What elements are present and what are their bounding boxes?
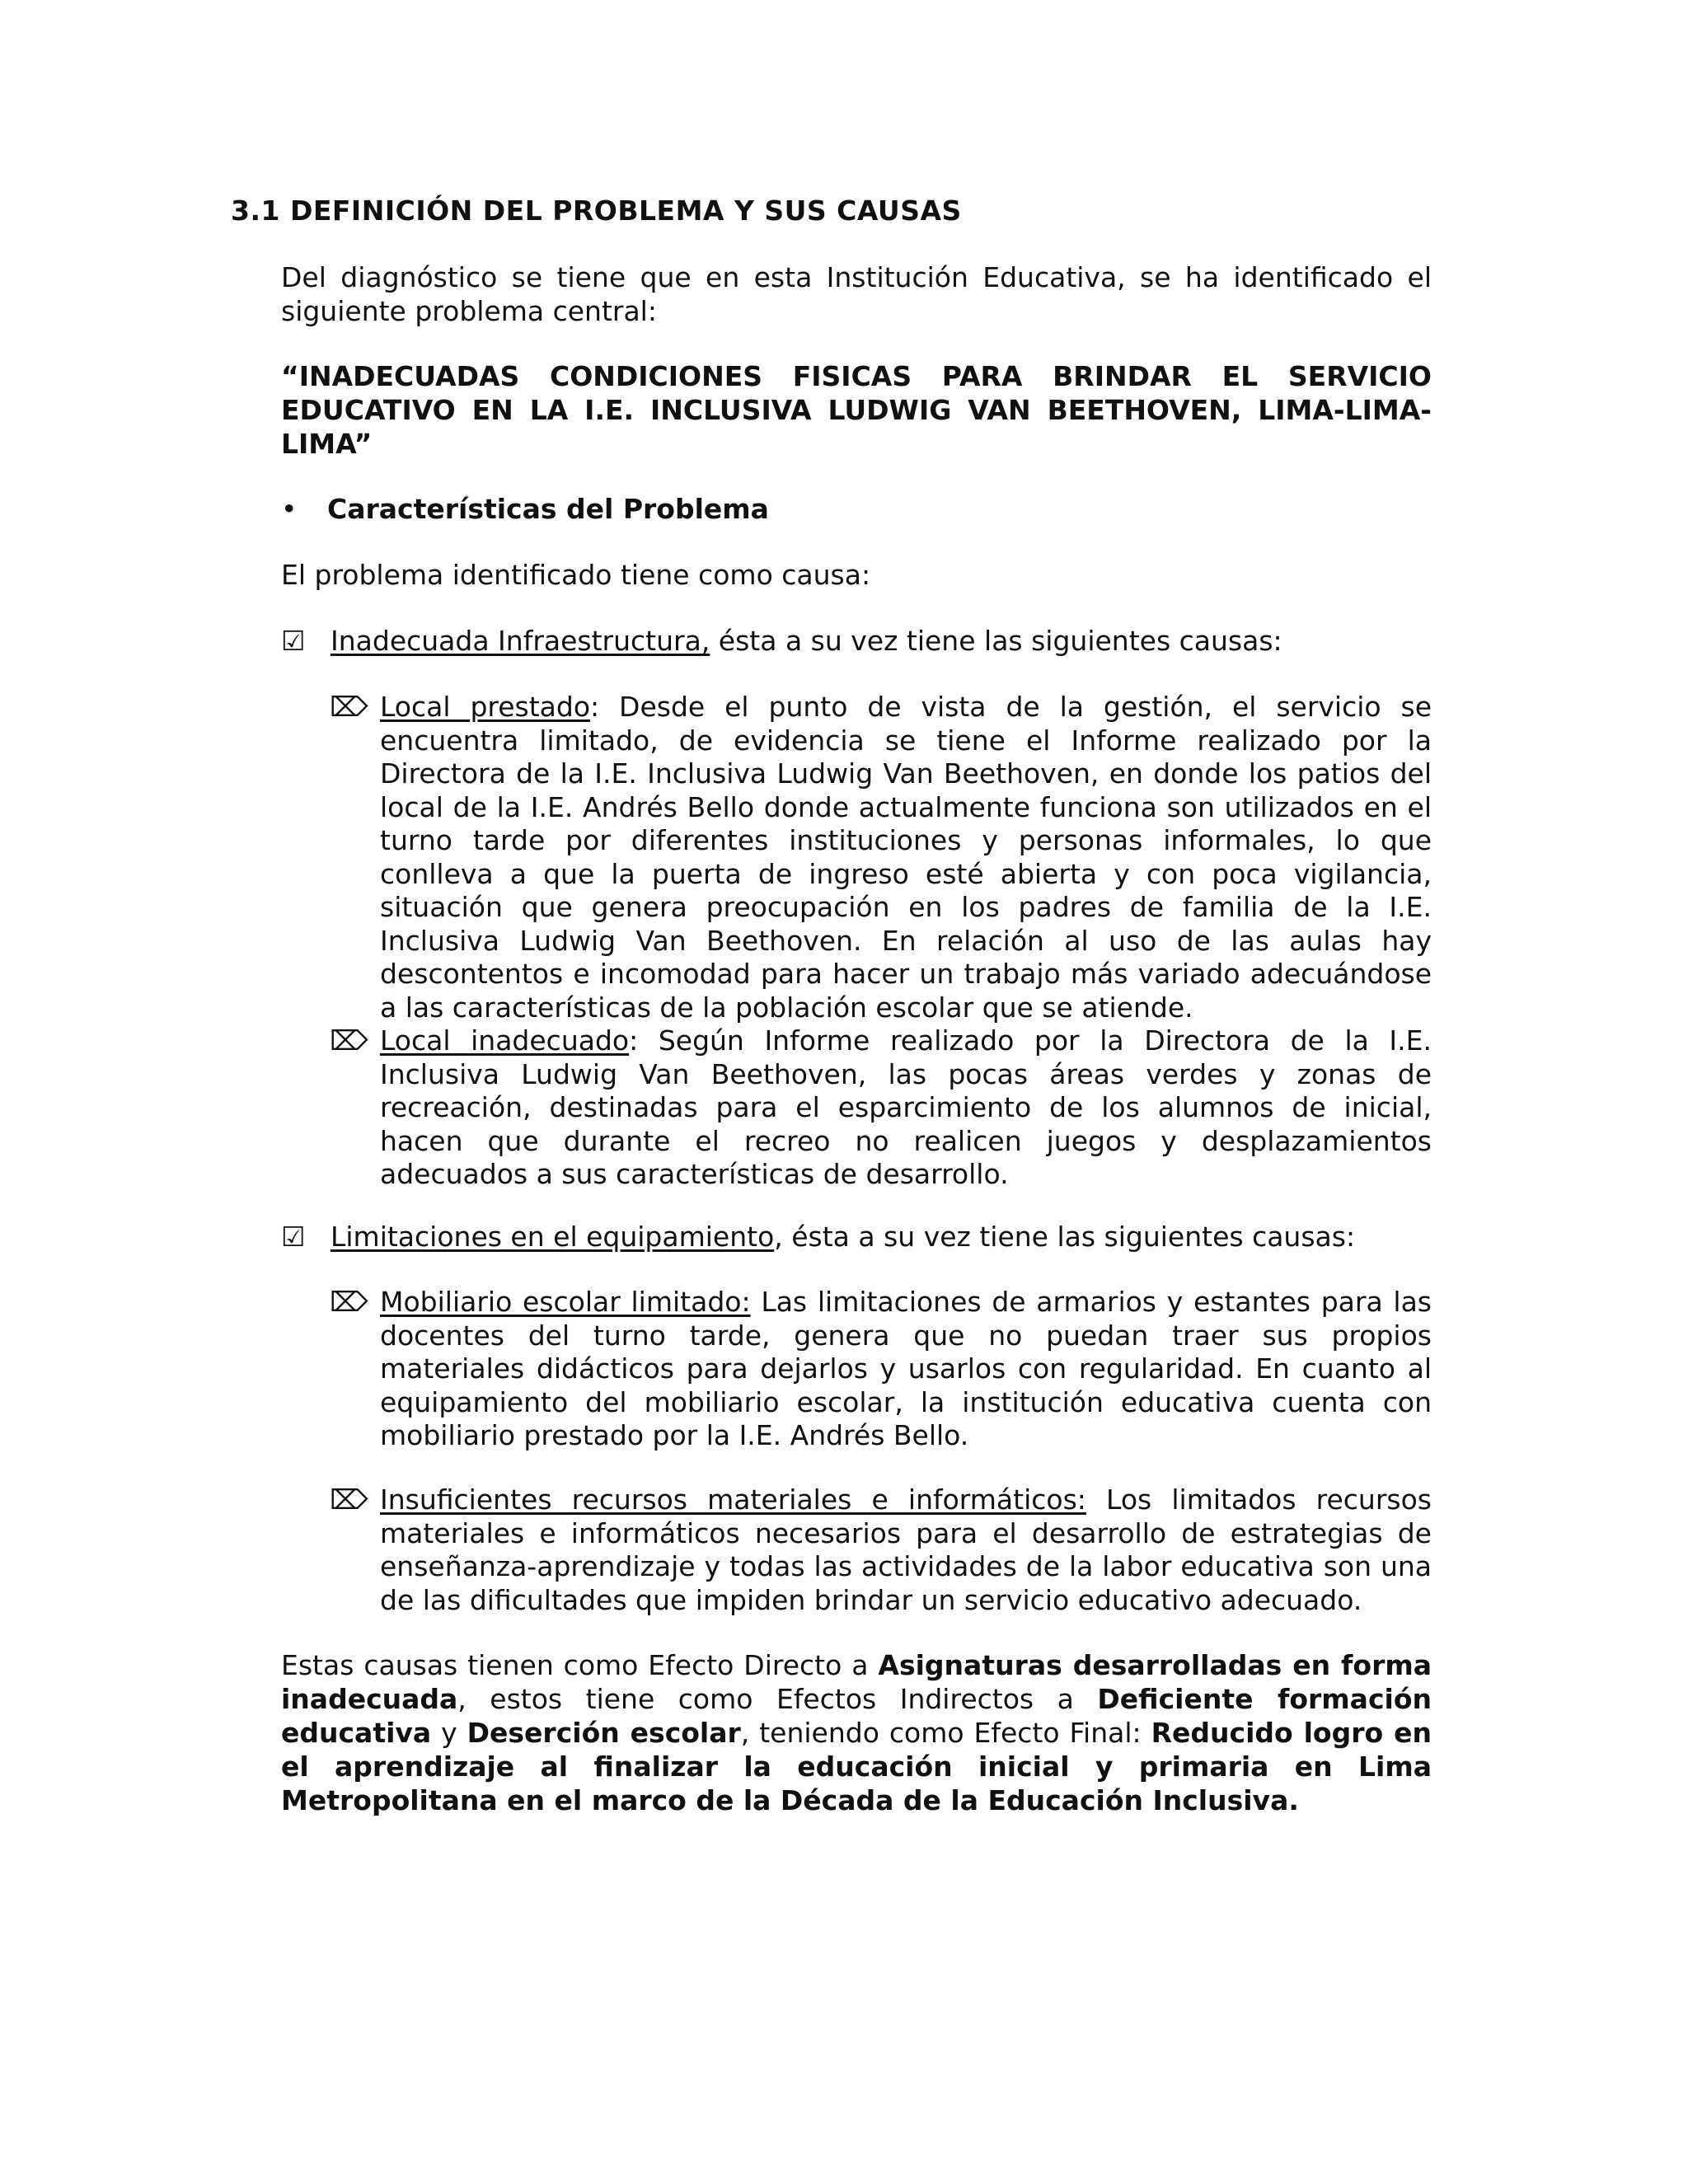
problem-statement: “INADECUADAS CONDICIONES FISICAS PARA BRINDAR EL SERVICIO EDUCATIVO EN LA I.E. INCLUSIVA LUDWIG VAN BEETHOVEN, LIMA-LIMA-LIMA” bbox=[281, 360, 1432, 460]
erase-arrow-icon: ⌦ bbox=[330, 691, 368, 723]
final-effect: Reducido logro en el aprendizaje al finalizar la educación inicial y primaria en Lima Metropolitana en el marco de la Década de la Educación Inclusiva bbox=[281, 1717, 1432, 1816]
cause-rest: ésta a su vez tiene las siguientes causas: bbox=[710, 625, 1282, 657]
checkbox-checked-icon: ☑ bbox=[281, 1221, 306, 1253]
intro-paragraph: Del diagnóstico se tiene que en esta Institución Educativa, se ha identificado el siguiente problema central: bbox=[281, 261, 1432, 327]
effects-text: , teniendo como Efecto Final: bbox=[740, 1717, 1151, 1749]
cause-text bbox=[331, 624, 1282, 658]
checkbox-checked-icon: ☑ bbox=[281, 625, 306, 657]
cause-title: Limitaciones en el equipamiento bbox=[331, 1221, 775, 1253]
erase-arrow-icon: ⌦ bbox=[330, 1286, 368, 1318]
effects-paragraph bbox=[281, 1648, 1432, 1817]
subcause-text bbox=[380, 1483, 1432, 1617]
effects-text: , estos tiene como Efectos Indirectos a bbox=[457, 1683, 1098, 1715]
bullet-dot-icon: • bbox=[281, 493, 298, 525]
indirect-effect: Deficiente formación educativa bbox=[281, 1683, 1432, 1749]
cause-text bbox=[331, 1220, 1355, 1254]
indirect-effect: Deserción escolar bbox=[467, 1717, 741, 1749]
cause-rest: , ésta a su vez tiene las siguientes causas: bbox=[774, 1221, 1356, 1253]
section-heading: 3.1 DEFINICIÓN DEL PROBLEMA Y SUS CAUSAS bbox=[231, 194, 962, 227]
effects-text: Estas causas tienen como Efecto Directo a bbox=[281, 1649, 879, 1681]
erase-arrow-icon: ⌦ bbox=[330, 1024, 368, 1057]
subcause-body: : Desde el punto de vista de la gestión, el servicio se encuentra limitado, de evidencia se tiene el Informe realizado por la Directora de la I.E. Inclusiva Ludwig Van Beethoven, en donde los patios del local de la I.E. Andrés Bello donde actualmente funciona son utilizados en el turno tarde por diferentes instituciones y personas informales, lo que conlleva a que la puerta de ingreso esté abierta y con poca vigilancia, situación que genera preocupación en los padres de familia de la I.E. Inclusiva Ludwig Van Beethoven. En relación al uso de las aulas hay descontentos e incomodad para hacer un trabajo más variado adecuándose a las características de la población escolar que se atiende. bbox=[380, 691, 1432, 1024]
cause-title: Inadecuada Infraestructura, bbox=[331, 625, 710, 657]
subcause-text bbox=[380, 691, 1432, 1024]
subcause-title: Local inadecuado bbox=[380, 1024, 630, 1057]
subcause-title: Insuficientes recursos materiales e informáticos: bbox=[380, 1483, 1086, 1516]
direct-effect: Asignaturas desarrolladas en forma inadecuada bbox=[281, 1649, 1432, 1715]
subcause-body: Las limitaciones de armarios y estantes para las docentes del turno tarde, genera que no puedan traer sus propios materiales didácticos para dejarlos y usarlos con regularidad. En cuanto al equipamiento del mobiliario escolar, la institución educativa cuenta con mobiliario prestado por la I.E. Andrés Bello. bbox=[380, 1286, 1432, 1451]
effects-text: y bbox=[431, 1717, 467, 1749]
subcause-body: Los limitados recursos materiales e informáticos necesarios para el desarrollo de estrategias de enseñanza-aprendizaje y todas las actividades de la labor educativa son una de las dificultades que impiden brindar un servicio educativo adecuado. bbox=[380, 1483, 1432, 1616]
cause-intro: El problema identificado tiene como causa: bbox=[281, 559, 871, 591]
subcause-title: Local prestado bbox=[380, 691, 591, 723]
final-period: . bbox=[1288, 1784, 1299, 1816]
erase-arrow-icon: ⌦ bbox=[330, 1483, 368, 1516]
subcause-text bbox=[380, 1286, 1432, 1453]
subcause-text bbox=[380, 1024, 1432, 1192]
characteristics-label: Características del Problema bbox=[327, 493, 769, 525]
subcause-title: Mobiliario escolar limitado: bbox=[380, 1286, 751, 1318]
subcause-body: : Según Informe realizado por la Directora de la I.E. Inclusiva Ludwig Van Beethoven, las pocas áreas verdes y zonas de recreación, destinadas para el esparcimiento de los alumnos de inicial, hacen que durante el recreo no realicen juegos y desplazamientos adecuados a sus características de desarrollo. bbox=[380, 1024, 1432, 1190]
